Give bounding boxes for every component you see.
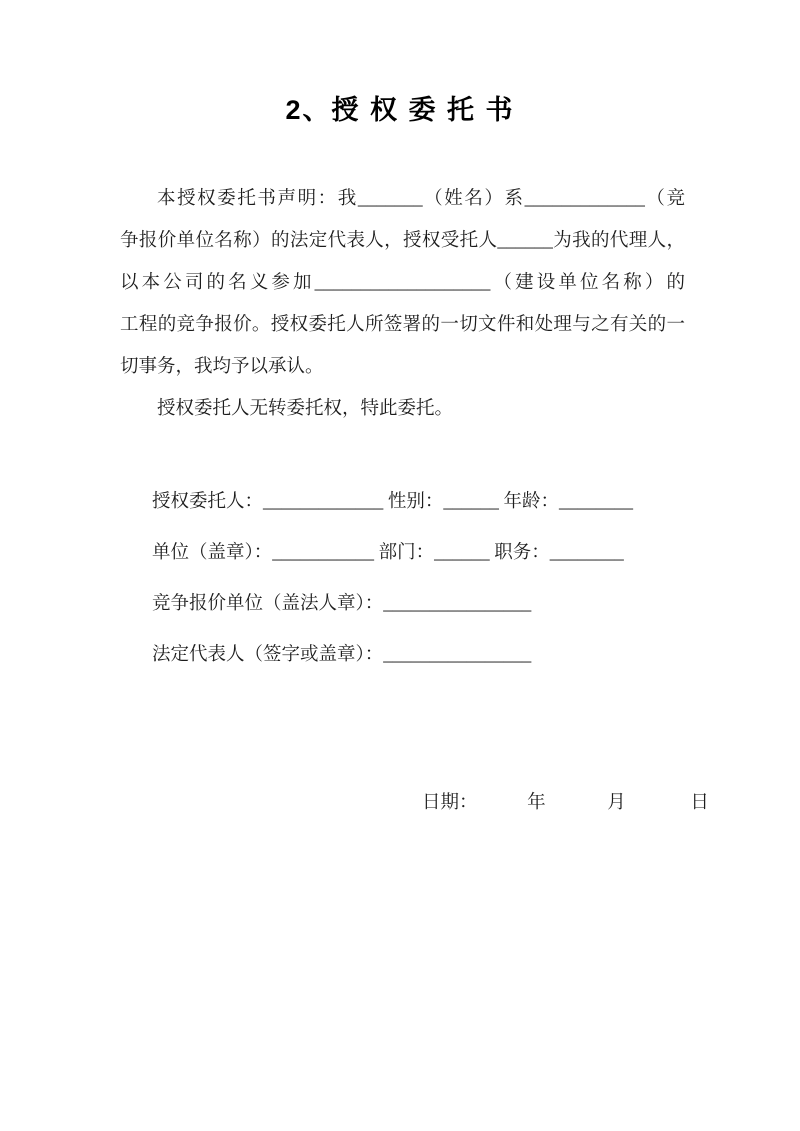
declaration-paragraph: [120, 178, 685, 430]
date-year-label: 年: [527, 793, 546, 813]
declaration-line-4: 工程的竞争报价。授权委托人所签署的一切文件和处理与之有关的一: [120, 315, 685, 335]
form-row-legal-representative: 法定代表人（签字或盖章）：________________: [152, 645, 532, 665]
declaration-line-2: 争报价单位名称）的法定代表人，授权受托人______为我的代理人，: [120, 231, 685, 251]
declaration-line-5: 切事务，我均予以承认。: [120, 357, 324, 377]
page-title: 2、授 权 委 托 书: [285, 95, 515, 125]
commitment-line: 授权委托人无转委托权，特此委托。: [157, 399, 454, 419]
form-row-principal: 授权委托人：_____________ 性别：______ 年龄：________: [152, 492, 634, 512]
declaration-line-3: 以本公司的名义参加___________________（建设单位名称）的: [120, 273, 685, 293]
form-row-unit: 单位（盖章）：___________ 部门：______ 职务：________: [152, 543, 624, 563]
date-month-label: 月: [607, 793, 626, 813]
declaration-line-1: 本授权委托书声明：我_______（姓名）系_____________（竞: [157, 189, 685, 209]
signature-form: [152, 477, 682, 681]
date-label: 日期：: [422, 793, 478, 813]
date-day-label: 日: [690, 793, 709, 813]
form-row-bidding-unit: 竞争报价单位（盖法人章）：________________: [152, 594, 532, 614]
date-line: [120, 789, 720, 817]
